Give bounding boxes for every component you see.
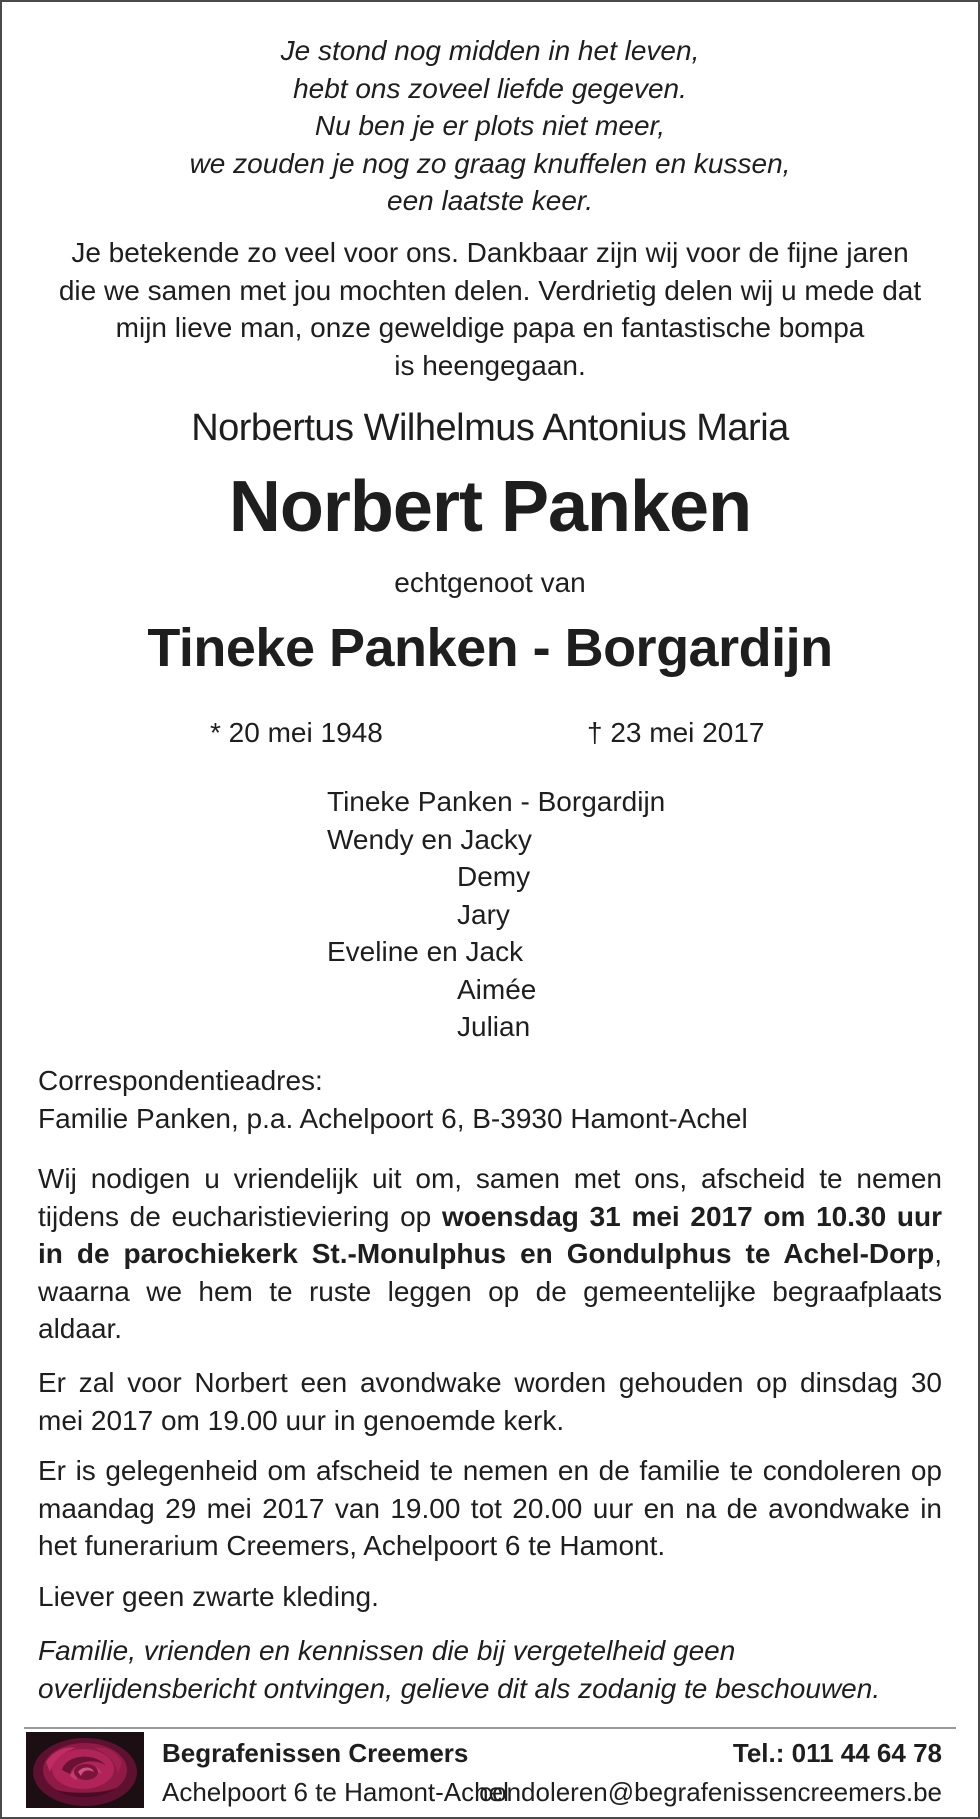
email-address: condoleren@begrafenissencreemers.be	[479, 1777, 942, 1807]
intro-line: die we samen met jou mochten delen. Verdrietig delen wij u mede dat	[58, 274, 922, 306]
intro-text	[42, 234, 938, 384]
correspondence-address	[38, 1062, 942, 1137]
poem-line: hebt ons zoveel liefde gegeven.	[293, 72, 687, 104]
funeral-director-name: Begrafenissen Creemers	[162, 1738, 469, 1768]
family-list	[327, 783, 665, 1046]
birth-date: * 20 mei 1948	[210, 717, 383, 748]
clothing-note: Liever geen zwarte kleding.	[38, 1581, 379, 1612]
family-member-grandchild: Aimée	[457, 973, 537, 1005]
family-member-grandchild: Julian	[457, 1011, 531, 1042]
poem-line: we zouden je nog zo graag knuffelen en kussen,	[189, 147, 791, 179]
correspondence-label: Correspondentieadres:	[38, 1065, 323, 1096]
poem	[2, 32, 978, 220]
funeral-invitation	[38, 1160, 942, 1348]
spouse-label: echtgenoot van	[394, 567, 586, 598]
vigil-paragraph: Er zal voor Norbert een avondwake worden gehouden op dinsdag 30 mei 2017 om 19.00 uur in genoemde kerk.	[38, 1367, 942, 1436]
family-member: Eveline en Jack	[327, 936, 524, 967]
rose-icon	[26, 1732, 144, 1808]
family-member: Tineke Panken - Borgardijn	[327, 786, 666, 817]
family-member-grandchild: Jary	[457, 898, 510, 930]
notice-paragraph: Familie, vrienden en kennissen die bij vergetelheid geen overlijdensbericht ontvingen, gelieve dit als zodanig te beschouwen.	[38, 1635, 881, 1704]
family-member-grandchild: Demy	[457, 861, 531, 892]
intro-line: mijn lieve man, onze geweldige papa en fantastische bompa	[115, 312, 865, 343]
deceased-full-name: Norbertus Wilhelmus Antonius Maria	[191, 407, 789, 449]
invitation-text: Wij nodigen u vriendelijk uit om, samen met ons, afscheid te nemen tijdens de eucharistieviering op	[38, 1163, 942, 1232]
family-member: Wendy en Jacky	[327, 823, 532, 855]
intro-line: is heengegaan.	[394, 349, 586, 381]
footer-divider	[24, 1727, 956, 1729]
poem-line: een laatste keer.	[387, 185, 593, 216]
invitation-text-end: , waarna we hem te ruste leggen op de gemeentelijke begraafplaats aldaar.	[38, 1238, 942, 1344]
correspondence-value: Familie Panken, p.a. Achelpoort 6, B-3930 Hamont-Achel	[38, 1102, 748, 1134]
phone-number: Tel.: 011 44 64 78	[732, 1738, 942, 1768]
service-details: woensdag 31 mei 2017 om 10.30 uur in de parochiekerk St.-Monulphus en Gondulphus te Achel-Dorp	[38, 1200, 942, 1269]
condolence-paragraph: Er is gelegenheid om afscheid te nemen en de familie te condoleren op maandag 29 mei 2017 van 19.00 tot 20.00 uur en na de avondwake in het funerarium Creemers, Achelpoort 6 te Hamont.	[38, 1455, 942, 1561]
poem-line: Je stond nog midden in het leven,	[280, 35, 700, 66]
deceased-name: Norbert Panken	[228, 467, 752, 547]
intro-line: Je betekende zo veel voor ons. Dankbaar zijn wij voor de fijne jaren	[71, 237, 909, 268]
spouse-name: Tineke Panken - Borgardijn	[147, 618, 833, 678]
death-date: † 23 mei 2017	[587, 717, 765, 748]
funeral-director-address: Achelpoort 6 te Hamont-Achel	[162, 1777, 509, 1807]
poem-line: Nu ben je er plots niet meer,	[314, 110, 666, 141]
